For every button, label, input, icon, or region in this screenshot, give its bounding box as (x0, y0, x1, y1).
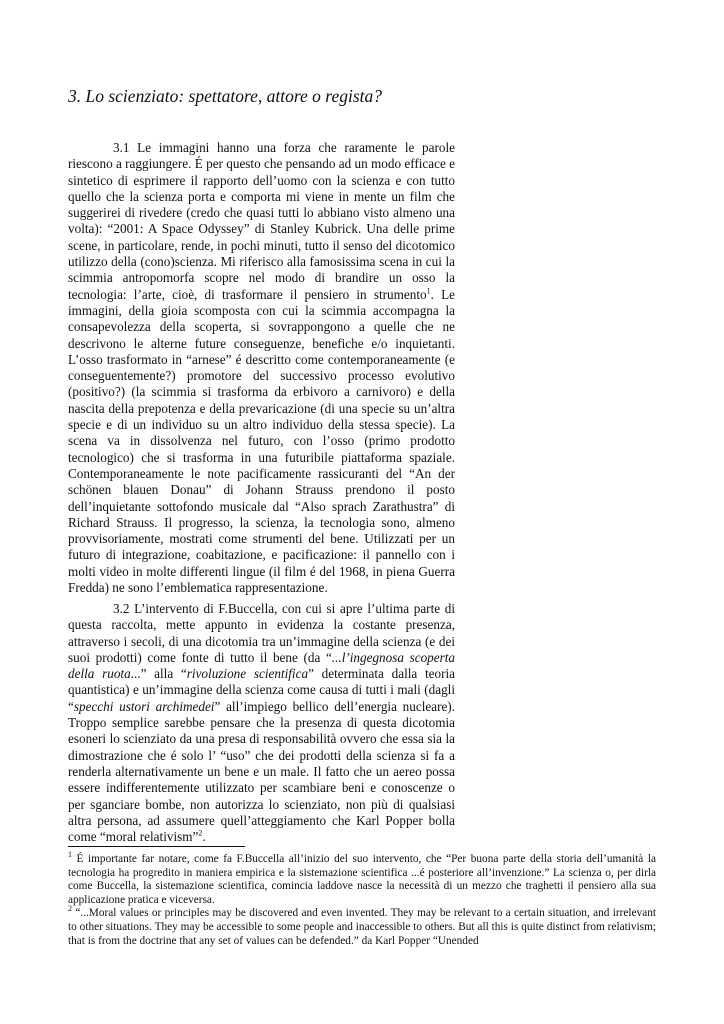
footnote-2-text: “...Moral values or principles may be discovered and even invented. They may be relevant to a certain situation, and irrelevant to other situations. They may be accessible to some people and inaccessible to others. But all this is quite distinct from relativism; that is from the doctrine that any set of values can be defended.” da Karl Popper “Unended (68, 907, 656, 947)
footnote-ref-1[interactable]: 1 (426, 286, 431, 296)
paragraph-3-2-text-e: . (202, 829, 206, 845)
footnote-ref-2[interactable]: 2 (198, 828, 203, 838)
paragraph-3-1 (68, 140, 455, 596)
paragraph-3-2-text-a: 3.2 L’intervento di F.Buccella, con cui si apre l’ultima parte di questa raccolta, mette appunto in evidenza la costante presenza, attraverso i secoli, di una dicotomia tra un’immagine della scienza (e dei suoi prodotti) come fonte di tutto il bene (da “ (68, 601, 455, 665)
quote-specchi: specchi ustori archimedei (73, 698, 215, 714)
footnotes (68, 850, 656, 948)
paragraph-3-2 (68, 601, 455, 845)
footnote-2-mark: 2 (68, 904, 72, 914)
paragraph-3-1-text-a: 3.1 Le immagini hanno una forza che raramente le parole riescono a raggiungere. É per questo che pensando ad un modo efficace e sintetico di esprimere il rapporto dell’uomo con la scienza e con tutto quello che la scienza porta e comporta mi viene in mente un film che suggerirei di rivedere (credo che quasi tutti lo abbiano visto almeno una volta): “2001: A Space Odyssey” di Stanley Kubrick. Una delle prime scene, in particolare, rende, in pochi minuti, tutto il senso del dicotomico utilizzo della (cono)scienza. Mi riferisco alla famosissima scena in cui la scimmia antropomorfa scopre nel modo di brandire un osso la tecnologia: l’arte, cioè, di trasformare il pensiero in strumento (68, 140, 455, 302)
quote-rivoluzione: rivoluzione scientifica (186, 666, 309, 682)
footnote-1 (68, 850, 656, 907)
footnote-2 (68, 904, 656, 948)
paragraph-3-2-text-c: ” determinata dalla teoria quantistica) e un’immagine della scienza come causa di tutti i mali (dagli “ (68, 666, 455, 714)
footnote-1-text: É importante far notare, come fa F.Buccella all’inizio del suo intervento, che “Per buona parte della storia dell’umanità la tecnologia ha progredito in maniera empirica e la sistemazione scientifica ...é posteriore all’invenzione.” La scienza o, per dirla come Buccella, la sistemazione scientifica, comincia laddove nasce la necessità di un mezzo che traghetti il pensiero alla sua applicazione pratica e viceversa. (68, 853, 656, 906)
section-heading: 3. Lo scienziato: spettatore, attore o regista? (68, 86, 383, 106)
quote-ruota: ...l’ingegnosa scoperta della ruota (68, 649, 455, 682)
paragraph-3-1-text-b: . Le immagini, della gioia scomposta con cui la scimmia accompagna la consapevolezza della scoperta, si sovrappongono a quelle che ne descrivono le alterne future conseguenze, benefiche e/o inquietanti. L’osso trasformato in “arnese” é descritto come contemporaneamente (e conseguentemente?) promotore del successivo processo evolutivo (positivo?) (la scimmia si trasforma da erbivoro a carnivoro) e della nascita della prepotenza e della prevaricazione (di una specie su un’altra specie e di un individuo su un altro individuo della stessa specie). La scena va in dissolvenza nel futuro, con l’osso (primo prodotto tecnologico) che si trasforma in una futuribile piattaforma spaziale. Contemporaneamente le note pacificamente rassicuranti del “An der schönen blauen Donau” di Johann Strauss prendono il posto dell’inquietante sottofondo musicale dal “Also sprach Zarathustra” di Richard Strauss. Il progresso, la scienza, la tecnologia sono, almeno provvisoriamente, mostrati come strumenti del bene. Utilizzati per un futuro di integrazione, coabitazione, e pacificazione: il pannello con i molti video in molte differenti lingue (il film é del 1968, in piena Guerra Fredda) ne sono l’emblematica rappresentazione. (68, 286, 455, 596)
footnote-separator (68, 846, 245, 847)
footnote-1-mark: 1 (68, 850, 72, 860)
paragraph-3-2-text-b: ...” alla “ (130, 666, 187, 682)
paragraph-3-2-text-d: ” all’impiego bellico dell’energia nucleare). Troppo semplice sarebbe pensare che la presenza di questa dicotomia esoneri lo scienziato da una presa di responsabilità ovvero che essa sia la dimostrazione che é solo l’ “uso” che dei prodotti della scienza si fa a renderla alternativamente un bene e un male. Il fatto che un aereo possa essere indifferentemente utilizzato per scambiare beni e conoscenze o per sganciare bombe, non autorizza lo scienziato, non più di qualsiasi altra persona, ad assumere quell’atteggiamento che Karl Popper bolla come “moral relativism” (68, 698, 455, 845)
